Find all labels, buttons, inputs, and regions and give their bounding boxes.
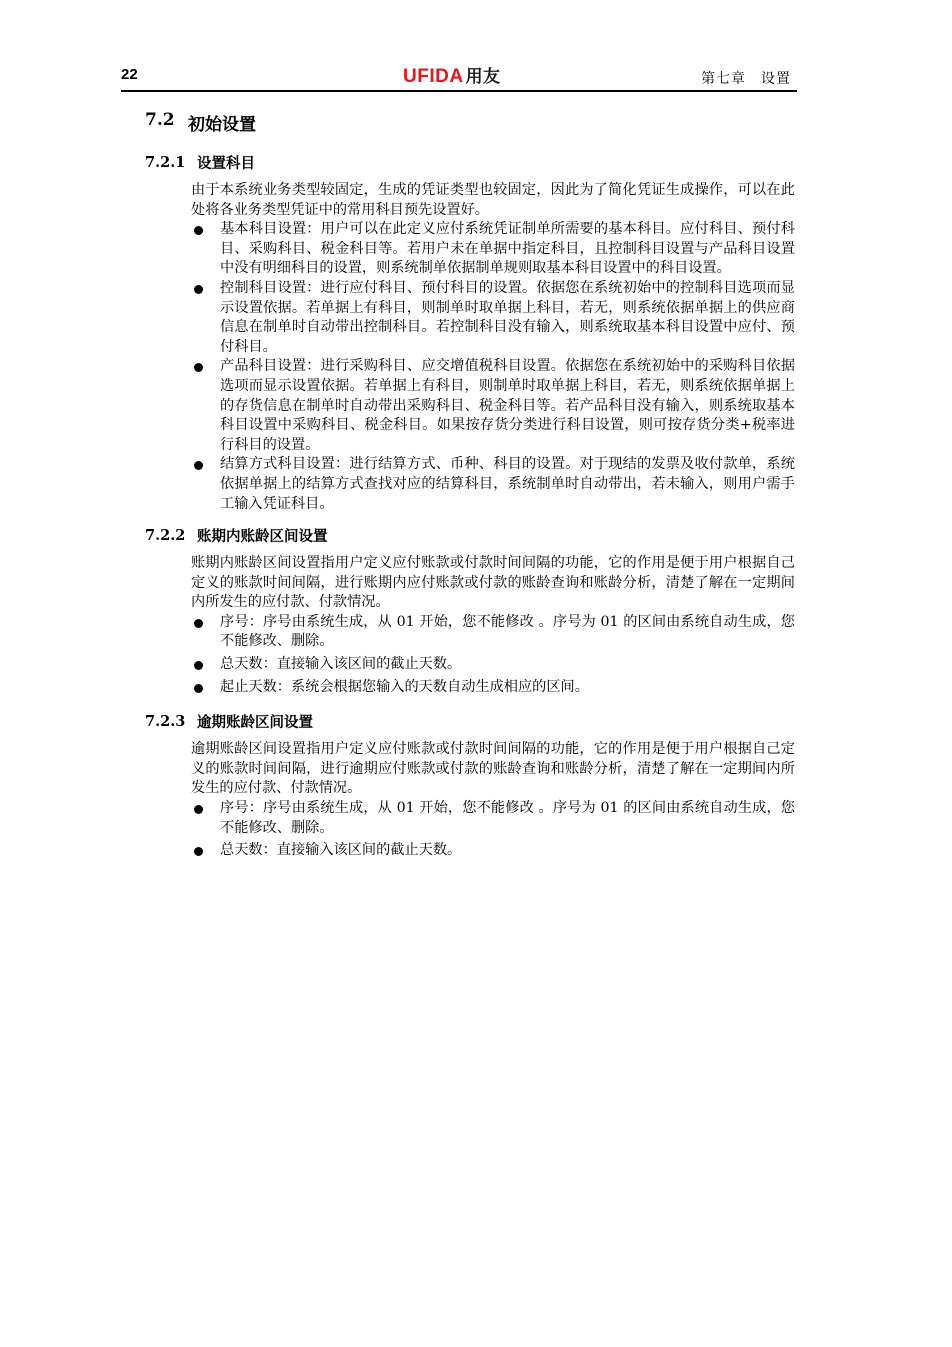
- page-header: [121, 62, 797, 92]
- bullet-icon: [194, 226, 203, 235]
- bullet-icon: [194, 847, 203, 856]
- list-item-text: 序号：序号由系统生成，从 01 开始，您不能修改 。序号为 01 的区间由系统自动生成，您不能修改、删除。: [220, 613, 795, 650]
- logo-cn: 用友: [465, 67, 501, 86]
- bullet-icon: [194, 619, 203, 628]
- list-item-text: 基本科目设置：用户可以在此定义应付系统凭证制单所需要的基本科目。应付科目、预付科目、采购科目、税金科目等。若用户未在单据中指定科目，且控制科目设置与产品科目设置中没有明细科目的设置，则系统制单依据制单规则取基本科目设置中的科目设置。: [220, 221, 795, 277]
- bullet-list: [145, 799, 795, 861]
- list-item: [220, 799, 795, 838]
- list-item-text: 起止天数：系统会根据您输入的天数自动生成相应的区间。: [220, 678, 589, 695]
- bullet-icon: [194, 285, 203, 294]
- bullet-list: [145, 613, 795, 697]
- page-number: 22: [121, 66, 138, 83]
- list-item: [220, 455, 795, 514]
- section-heading-7-2-2: [145, 522, 795, 548]
- list-item-text: 产品科目设置：进行采购科目、应交增值税科目设置。依据您在系统初始中的采购科目依据选项而显示设置依据。若单据上有科目，则制单时取单据上科目，若无，则系统依据单据上的存货信息在制单时自动带出采购科目、税金科目等。若产品科目没有输入，则系统取基本科目设置中采购科目、税金科目。如果按存货分类进行科目设置，则可按存货分类+税率进行科目的设置。: [220, 358, 795, 453]
- paragraph: 账期内账龄区间设置指用户定义应付账款或付款时间间隔的功能，它的作用是便于用户根据自己定义的账款时间间隔，进行账期内应付账款或付款的账龄查询和账龄分析，清楚了解在一定期间内所发生的应付款、付款情况。: [191, 555, 795, 611]
- list-item: [220, 220, 795, 279]
- bullet-icon: [194, 684, 203, 693]
- list-item-text: 控制科目设置：进行应付科目、预付科目的设置。依据您在系统初始中的控制科目选项而显示设置依据。若单据上有科目，则制单时取单据上科目，若无，则系统依据单据上的供应商信息在制单时自动带出控制科目。若控制科目没有输入，则系统取基本科目设置中应付、预付科目。: [220, 279, 795, 355]
- list-item-text: 序号：序号由系统生成，从 01 开始，您不能修改 。序号为 01 的区间由系统自动生成，您不能修改、删除。: [220, 800, 795, 836]
- list-item: [220, 655, 795, 675]
- bullet-icon: [194, 461, 203, 470]
- section-number: 7.2.3: [145, 712, 186, 730]
- bullet-icon: [194, 363, 203, 372]
- list-item-text: 总天数：直接输入该区间的截止天数。: [220, 656, 462, 673]
- bullet-icon: [194, 661, 203, 670]
- section-number: 7.2.1: [145, 153, 186, 171]
- list-item: [220, 678, 795, 698]
- ufida-logo: [403, 62, 501, 88]
- chapter-title: 第七章 设置: [701, 71, 791, 87]
- section-heading-7-2: [145, 110, 795, 135]
- list-item: [220, 279, 795, 357]
- section-heading-7-2-3: [145, 708, 795, 734]
- section-title: 账期内账龄区间设置: [197, 527, 328, 545]
- list-item: [220, 613, 795, 652]
- page-content: [145, 110, 795, 864]
- list-item: [220, 357, 795, 455]
- paragraph: 逾期账龄区间设置指用户定义应付账款或付款时间间隔的功能，它的作用是便于用户根据自己定义的账款时间间隔，进行逾期应付账款或付款的账龄查询和账龄分析，清楚了解在一定期间内所发生的应付款、付款情况。: [191, 741, 795, 797]
- list-item-text: 总天数：直接输入该区间的截止天数。: [220, 842, 462, 859]
- section-title: 初始设置: [188, 115, 256, 135]
- section-number: 7.2: [145, 110, 175, 130]
- section-number: 7.2.2: [145, 526, 186, 544]
- paragraph: 由于本系统业务类型较固定，生成的凭证类型也较固定，因此为了简化凭证生成操作，可以在此处将各业务类型凭证中的常用科目预先设置好。: [191, 182, 795, 218]
- bullet-icon: [194, 805, 203, 814]
- list-item-text: 结算方式科目设置：进行结算方式、币种、科目的设置。对于现结的发票及收付款单，系统依据单据上的结算方式查找对应的结算科目，系统制单时自动带出，若未输入，则用户需手工输入凭证科目。: [220, 456, 795, 512]
- list-item: [220, 841, 795, 861]
- bullet-list: [145, 220, 795, 514]
- section-title: 设置科目: [197, 154, 255, 172]
- section-title: 逾期账龄区间设置: [197, 713, 313, 731]
- section-heading-7-2-1: [145, 149, 795, 175]
- logo-brand: UFIDA: [403, 66, 464, 87]
